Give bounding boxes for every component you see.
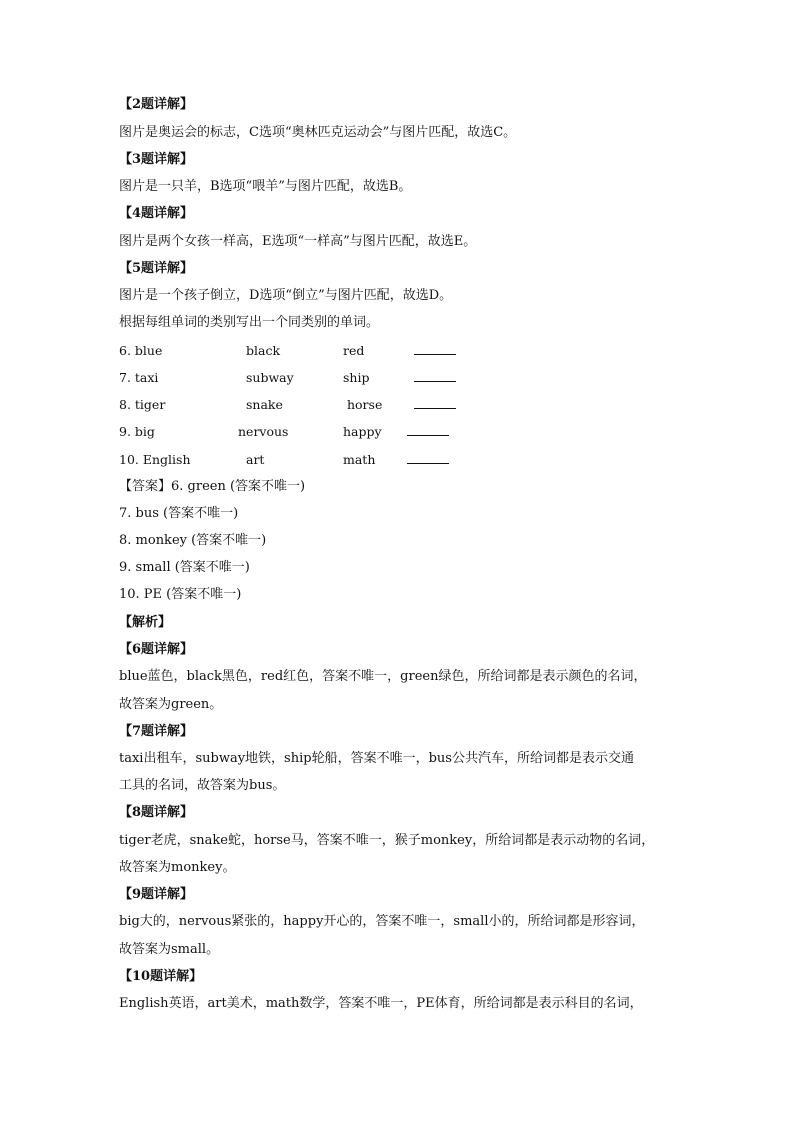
question-word-2: snake [246,397,283,412]
q6-detail-conclusion: 故答案为green。 [119,697,223,712]
question-word-3: ship [343,370,370,385]
question-word-3: math [343,452,376,467]
answer-blank [414,396,456,409]
q9-detail-conclusion: 故答案为small。 [119,942,220,957]
answer-line-10: 10. PE (答案不唯一) [119,587,242,602]
q4-detail-heading: 【4题详解】 [119,206,194,221]
q4-detail-text: 图片是两个女孩一样高，E选项“一样高”与图片匹配，故选E。 [119,234,477,249]
q7-detail-text: taxi出租车，subway地铁，ship轮船，答案不唯一，bus公共汽车，所给词都是表示交通 [119,751,634,766]
question-row-10 [119,451,479,469]
answer-line-7: 7. bus (答案不唯一) [119,506,239,521]
question-row-8 [119,396,479,414]
q9-detail-text: big大的，nervous紧张的，happy开心的，答案不唯一，small小的，所给词都是形容词， [119,914,645,929]
q5-detail-text: 图片是一个孩子倒立，D选项“倒立”与图片匹配，故选D。 [119,288,453,303]
q2-detail-text: 图片是奥运会的标志，C选项“奥林匹克运动会”与图片匹配，故选C。 [119,125,517,140]
q8-detail-heading: 【8题详解】 [119,805,194,820]
answer-blank [407,451,449,464]
question-row-9 [119,423,479,441]
answer-blank [414,369,456,382]
q7-detail-heading: 【7题详解】 [119,724,194,739]
q9-detail-heading: 【9题详解】 [119,887,194,902]
question-word-1: 8. tiger [119,397,166,412]
answer-line-8: 8. monkey (答案不唯一) [119,533,267,548]
q10-detail-text: English英语，art美术，math数学，答案不唯一，PE体育，所给词都是表示科目的名词， [119,996,643,1011]
q3-detail-text: 图片是一只羊，B选项“喂羊”与图片匹配，故选B。 [119,179,412,194]
q2-detail-heading: 【2题详解】 [119,97,194,112]
question-word-3: happy [343,424,382,439]
q10-detail-heading: 【10题详解】 [119,969,203,984]
section-instruction: 根据每组单词的类别写出一个同类别的单词。 [119,315,380,330]
question-word-2: black [246,343,281,358]
q8-detail-conclusion: 故答案为monkey。 [119,860,236,875]
question-word-2: subway [246,370,294,385]
question-word-3: horse [343,397,383,412]
question-word-1: 7. taxi [119,370,159,385]
analysis-heading: 【解析】 [119,615,172,630]
q7-detail-conclusion: 工具的名词，故答案为bus。 [119,778,286,793]
question-word-2: nervous [238,424,289,439]
answer-line-9: 9. small (答案不唯一) [119,560,250,575]
question-word-3: red [343,343,365,358]
question-word-1: 10. English [119,452,191,467]
question-word-1: 6. blue [119,343,163,358]
q6-detail-text: blue蓝色，black黑色，red红色，答案不唯一，green绿色，所给词都是表示颜色的名词， [119,669,647,684]
q3-detail-heading: 【3题详解】 [119,152,194,167]
question-word-1: 9. big [119,424,155,439]
q6-detail-heading: 【6题详解】 [119,642,194,657]
q8-detail-text: tiger老虎，snake蛇，horse马，答案不唯一，猴子monkey，所给词都是表示动物的名词， [119,833,655,848]
question-word-2: art [246,452,265,467]
q5-detail-heading: 【5题详解】 [119,261,194,276]
answer-blank [414,342,456,355]
question-row-6 [119,342,479,360]
question-row-7 [119,369,479,387]
answer-blank [407,423,449,436]
answer-line-6: 【答案】6. green (答案不唯一) [119,479,306,494]
